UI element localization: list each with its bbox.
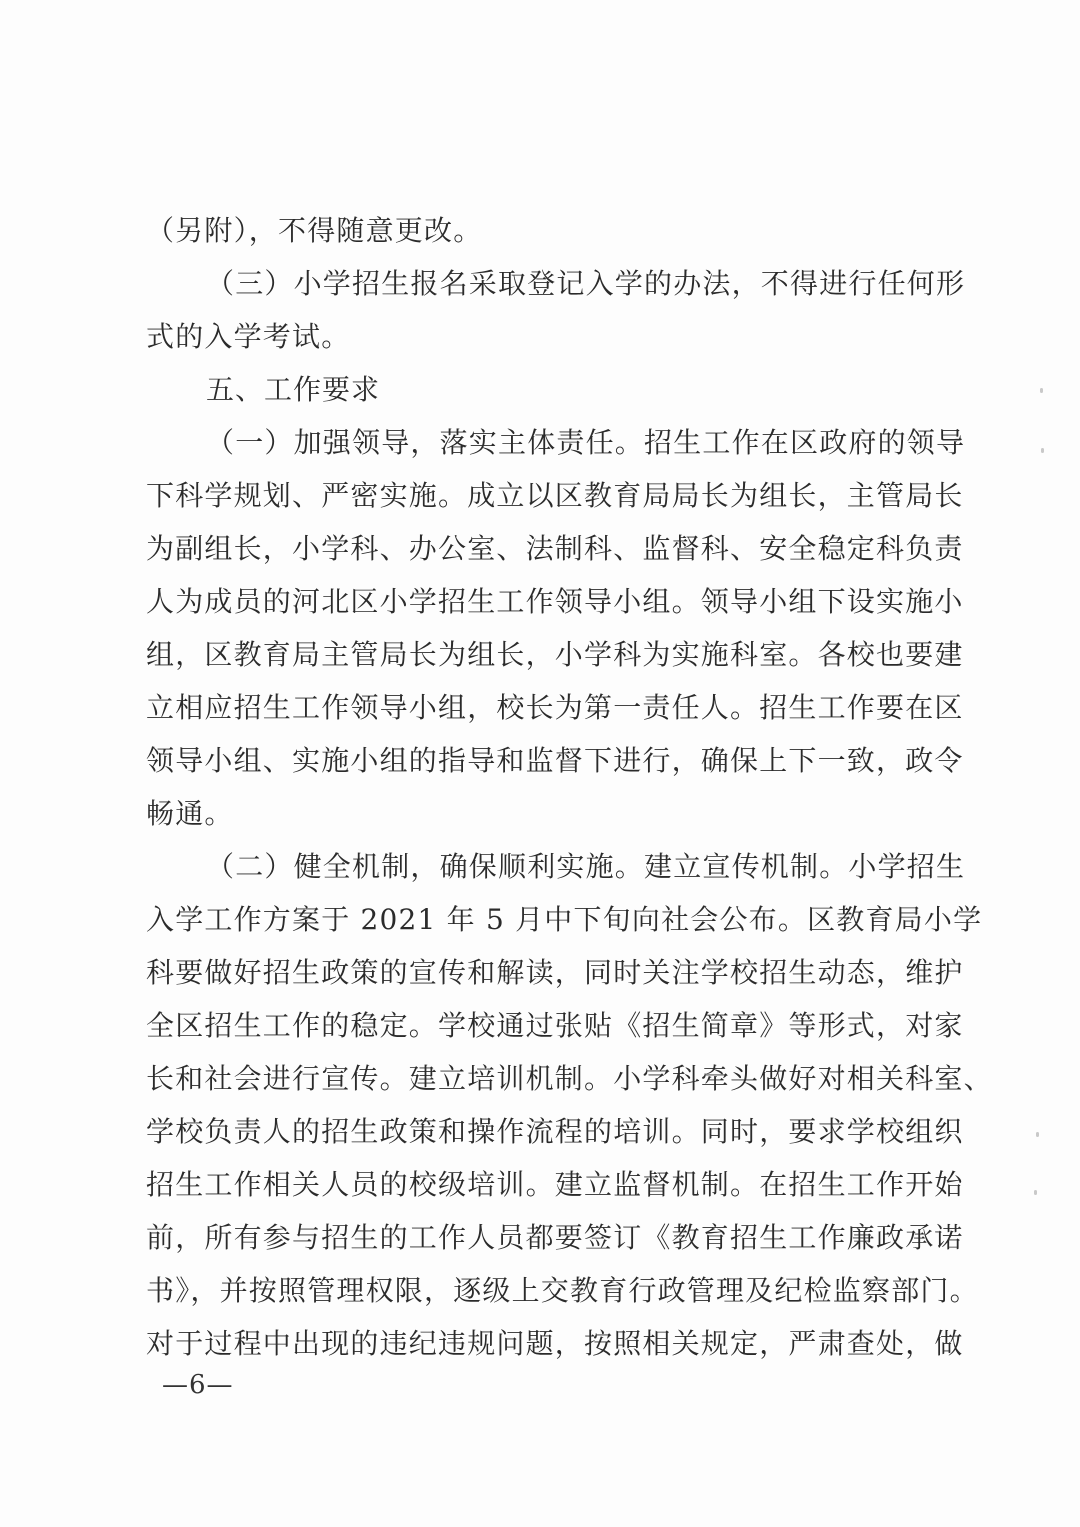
text-line: 书》，并按照管理权限，逐级上交教育行政管理及纪检监察部门。: [146, 1274, 979, 1307]
text-line: 组，区教育局主管局长为组长，小学科为实施科室。各校也要建: [146, 638, 964, 671]
scan-speck: [1034, 1190, 1037, 1195]
text-line: 全区招生工作的稳定。学校通过张贴《招生简章》等形式，对家: [146, 1009, 964, 1042]
text-line: 学校负责人的招生政策和操作流程的培训。同时，要求学校组织: [146, 1115, 964, 1148]
text-line: 对于过程中出现的违纪违规问题，按照相关规定，严肃查处，做: [146, 1327, 964, 1360]
text-line: 领导小组、实施小组的指导和监督下进行，确保上下一致，政令: [146, 744, 964, 777]
text-line: （三）小学招生报名采取登记入学的办法，不得进行任何形: [206, 267, 966, 300]
text-line: 长和社会进行宣传。建立培训机制。小学科牵头做好对相关科室、: [146, 1062, 993, 1095]
body-text: [146, 204, 993, 1370]
text-line: 式的入学考试。: [146, 320, 351, 353]
text-line: （一）加强领导，落实主体责任。招生工作在区政府的领导: [206, 426, 966, 459]
text-line: 为副组长，小学科、办公室、法制科、监督科、安全稳定科负责: [146, 532, 964, 565]
text-line: 招生工作相关人员的校级培训。建立监督机制。在招生工作开始: [146, 1168, 964, 1201]
text-line: 入学工作方案于 2021 年 5 月中下旬向社会公布。区教育局小学: [146, 903, 983, 936]
text-line: 下科学规划、严密实施。成立以区教育局局长为组长，主管局长: [146, 479, 964, 512]
section-heading: 五、工作要求: [206, 373, 381, 406]
text-line: （另附），不得随意更改。: [146, 214, 483, 247]
text-line: 科要做好招生政策的宣传和解读，同时关注学校招生动态，维护: [146, 956, 964, 989]
text-line: 畅通。: [146, 797, 234, 830]
scan-speck: [1041, 448, 1044, 453]
scan-speck: [1040, 388, 1043, 393]
text-line: 立相应招生工作领导小组，校长为第一责任人。招生工作要在区: [146, 691, 964, 724]
page-number: —6—: [162, 1370, 234, 1400]
text-line: （二）健全机制，确保顺利实施。建立宣传机制。小学招生: [206, 850, 966, 883]
scan-speck: [1036, 1132, 1039, 1137]
text-line: 人为成员的河北区小学招生工作领导小组。领导小组下设实施小: [146, 585, 964, 618]
text-line: 前，所有参与招生的工作人员都要签订《教育招生工作廉政承诺: [146, 1221, 964, 1254]
